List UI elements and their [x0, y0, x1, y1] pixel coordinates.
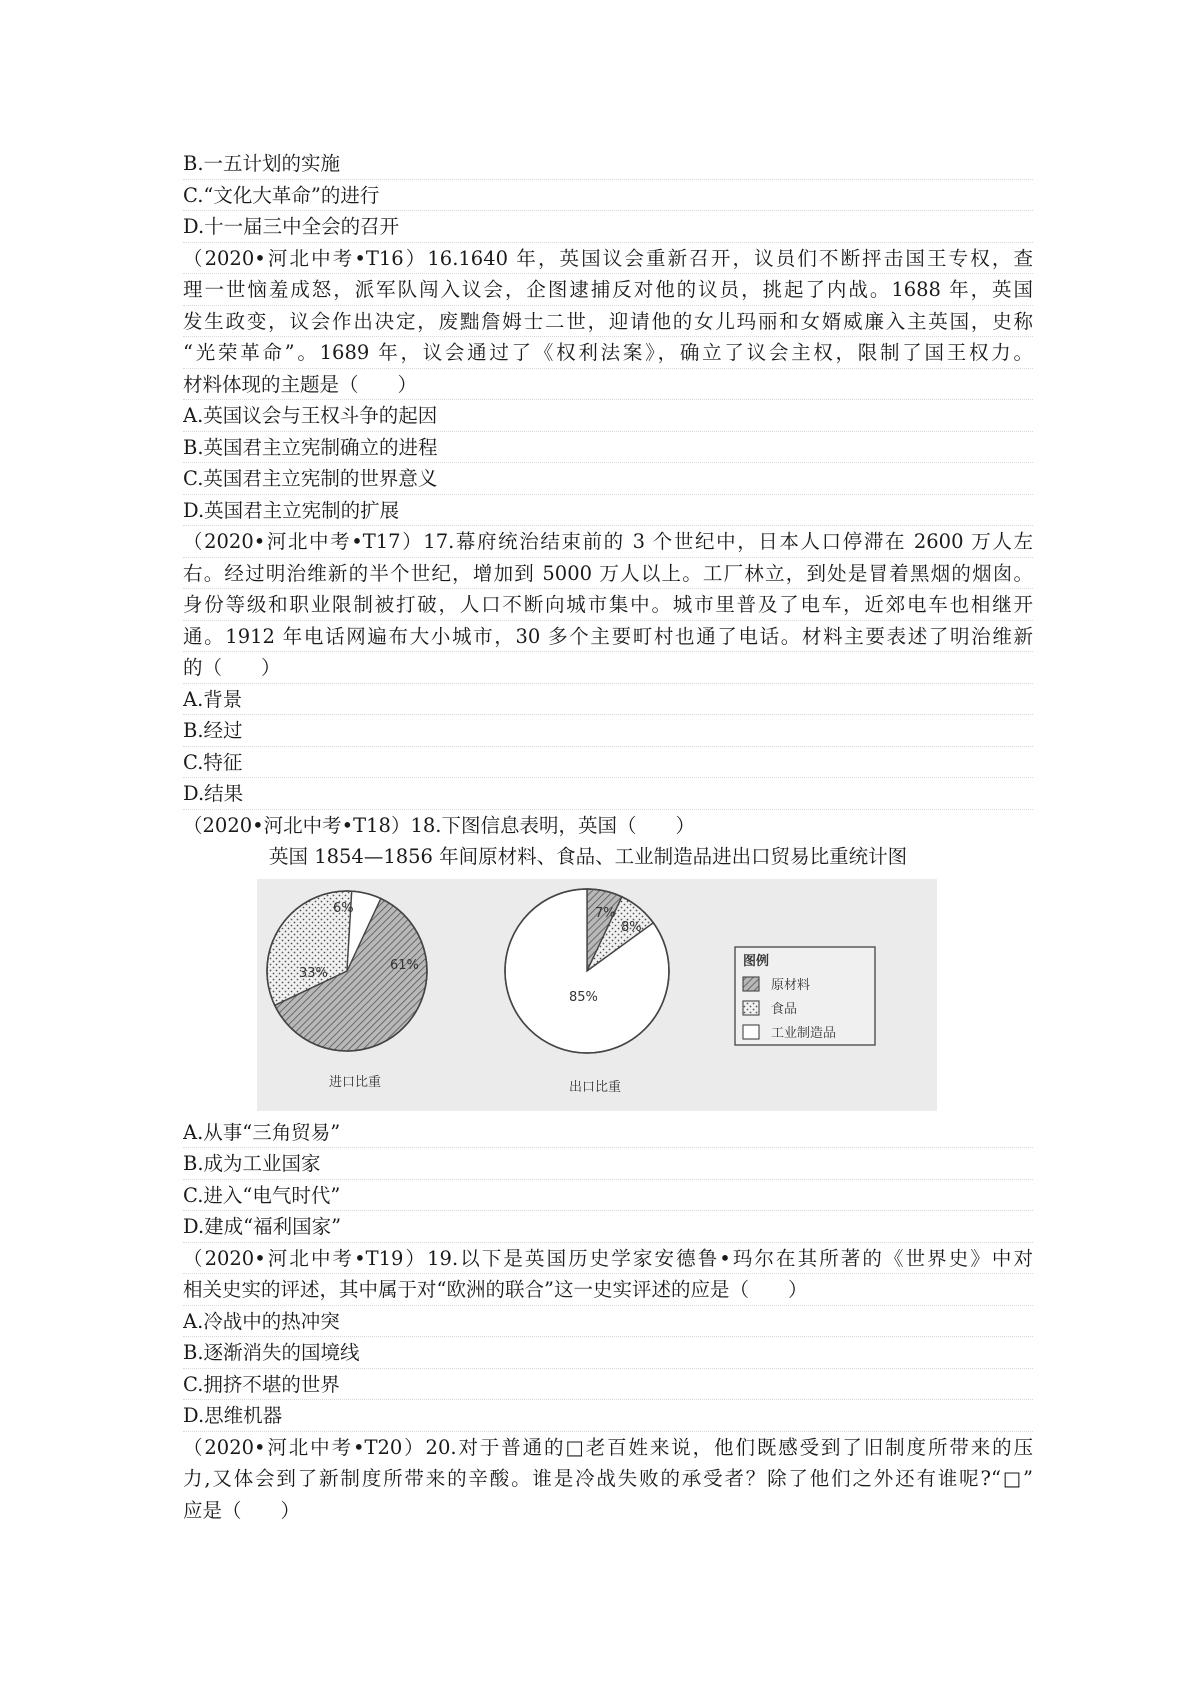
chart-legend [735, 947, 875, 1045]
option-b: B.英国君主立宪制确立的进程 [183, 432, 1033, 464]
legend-swatch [743, 1025, 759, 1039]
option-b: B.经过 [183, 715, 1033, 747]
question-stem-line: 相关史实的评述，其中属于对“欧洲的联合”这一史实评述的应是（ ） [183, 1274, 1033, 1306]
question-18 [183, 810, 1033, 1243]
option-d: D.思维机器 [183, 1400, 1033, 1432]
question-stem-line: （2020•河北中考•T17）17.幕府统治结束前的 3 个世纪中，日本人口停滞在 2600 万人左 [183, 526, 1033, 558]
option-c: C.特征 [183, 747, 1033, 779]
option-a: A.冷战中的热冲突 [183, 1306, 1033, 1338]
pie-data-label: 85% [569, 989, 598, 1005]
question-19 [183, 1243, 1033, 1432]
option-a: A.背景 [183, 684, 1033, 716]
question-20 [183, 1432, 1033, 1527]
option-b: B.一五计划的实施 [183, 148, 1033, 180]
pie-chart-svg [257, 879, 937, 1111]
option-c: C.进入“电气时代” [183, 1180, 1033, 1212]
pie-data-label: 8% [621, 919, 642, 935]
question-stem-line: 应是（ ） [183, 1498, 301, 1522]
question-stem-line: 身份等级和职业限制被打破，人口不断向城市集中。城市里普及了电车，近郊电车也相继开 [183, 589, 1033, 621]
option-c: C.英国君主立宪制的世界意义 [183, 463, 1033, 495]
question-stem-line: 理一世恼羞成怒，派军队闯入议会，企图逮捕反对他的议员，挑起了内战。1688 年，英国 [183, 274, 1033, 306]
option-d: D.建成“福利国家” [183, 1211, 1033, 1243]
question-stem-line: （2020•河北中考•T19）19.以下是英国历史学家安德鲁•玛尔在其所著的《世界史》中对 [183, 1243, 1033, 1275]
question-stem-line: 右。经过明治维新的半个世纪，增加到 5000 万人以上。工厂林立，到处是冒着黑烟的烟囱。 [183, 558, 1033, 590]
pie-data-label: 6% [333, 900, 354, 916]
option-c: C.“文化大革命”的进行 [183, 180, 1033, 212]
question-stem-line: 材料体现的主题是（ ） [183, 369, 1033, 401]
question-stem-line: 发生政变，议会作出决定，废黜詹姆士二世，迎请他的女儿玛丽和女婿威廉入主英国，史称 [183, 306, 1033, 338]
question-stem-line: （2020•河北中考•T16）16.1640 年，英国议会重新召开，议员们不断抨击国王专权，查 [183, 243, 1033, 275]
option-c: C.拥挤不堪的世界 [183, 1369, 1033, 1401]
legend-swatch [743, 1001, 759, 1015]
option-b: B.逐渐消失的国境线 [183, 1337, 1033, 1369]
document-page [183, 148, 1033, 1526]
option-d: D.十一届三中全会的召开 [183, 211, 1033, 243]
pie-chart-figure [257, 879, 937, 1111]
question-stem-line: （2020•河北中考•T20）20.对于普通的□老百姓来说，他们既感受到了旧制度所带来的压 [183, 1435, 1033, 1459]
legend-swatch [743, 977, 759, 991]
option-b: B.成为工业国家 [183, 1148, 1033, 1180]
question-16 [183, 243, 1033, 527]
legend-entry: 食品 [771, 1001, 798, 1017]
option-d: D.结果 [183, 778, 1033, 810]
legend-title: 图例 [743, 953, 770, 969]
question-stem-line: 通。1912 年电话网遍布大小城市，30 多个主要町村也通了电话。材料主要表述了明治维新 [183, 621, 1033, 653]
question-stem-line: （2020•河北中考•T18）18.下图信息表明，英国（ ） [183, 813, 695, 837]
pie-data-label: 33% [299, 965, 328, 981]
option-a: A.英国议会与王权斗争的起因 [183, 400, 1033, 432]
pie-data-label: 61% [390, 957, 419, 973]
question-stem-line: 力,又体会到了新制度所带来的辛酸。谁是冷战失败的承受者？除了他们之外还有谁呢?“□” [183, 1467, 1033, 1490]
option-a: A.从事“三角贸易” [183, 1117, 1033, 1149]
chart-title: 英国 1854—1856 年间原材料、食品、工业制造品进出口贸易比重统计图 [269, 845, 908, 868]
pie-data-label: 7% [595, 905, 616, 921]
option-d: D.英国君主立宪制的扩展 [183, 495, 1033, 527]
question-17 [183, 526, 1033, 810]
legend-entry: 工业制造品 [771, 1025, 837, 1041]
question-stem-line: 的（ ） [183, 652, 1033, 684]
export-pie [505, 889, 669, 1053]
pie-series-name: 出口比重 [569, 1079, 622, 1095]
question-stem-line: “光荣革命”。1689 年，议会通过了《权利法案》，确立了议会主权，限制了国王权力。 [183, 337, 1033, 369]
legend-entry: 原材料 [771, 977, 811, 993]
pie-series-name: 进口比重 [329, 1074, 382, 1090]
